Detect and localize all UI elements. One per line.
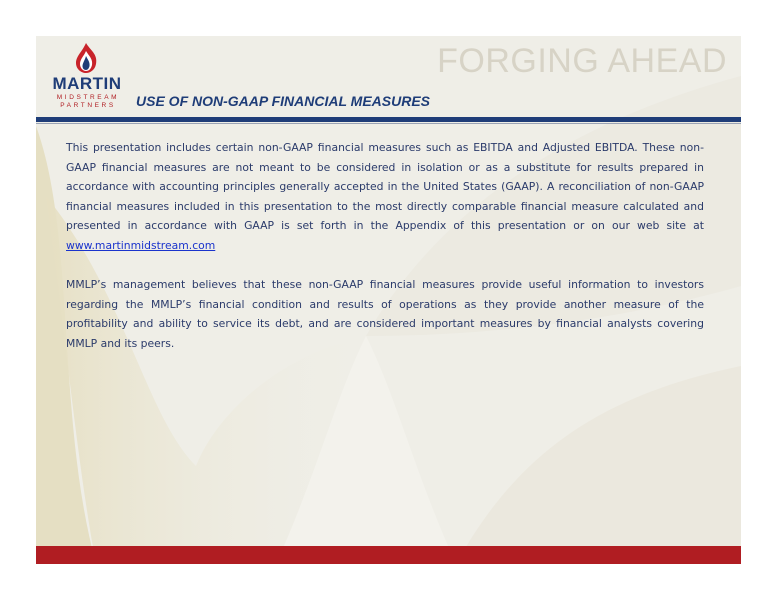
brand-subtitle-line1: MIDSTREAM (56, 94, 120, 101)
body-content (66, 138, 704, 373)
flame-icon (66, 42, 106, 74)
tagline: FORGING AHEAD (437, 42, 727, 80)
website-link[interactable]: www.martinmidstream.com (66, 238, 216, 252)
slide (36, 36, 741, 564)
paragraph-management-belief: MMLP’s management believes that these non-GAAP financial measures provide useful information to investors regarding the MMLP’s financial condition and results of operations as they provide another measure of the profitability and ability to service its debt, and are considered important measures by financial analysts covering MMLP and its peers. (66, 278, 704, 350)
brand-subtitle (50, 94, 126, 109)
company-logo (48, 42, 126, 114)
footer-bar (36, 546, 741, 564)
paragraph1-text: This presentation includes certain non-GAAP financial measures such as EBITDA and Adjusted EBITDA. These non-GAAP financial measures are not meant to be considered in isolation or as a substitute for results prepared in accordance with accounting principles generally accepted in the United States (GAAP). A reconciliation of non-GAAP financial measures included in this presentation to the most directly comparable financial measure calculated and presented in accordance with GAAP is set forth in the Appendix of this presentation or on our web site at (66, 141, 704, 233)
header-divider-thin (36, 123, 741, 124)
paragraph-non-gaap-intro (66, 138, 704, 256)
page-title: USE OF NON-GAAP FINANCIAL MEASURES (136, 93, 431, 109)
brand-subtitle-line2: PARTNERS (60, 101, 116, 109)
brand-name: MARTIN (52, 74, 122, 93)
header-divider (36, 117, 741, 122)
